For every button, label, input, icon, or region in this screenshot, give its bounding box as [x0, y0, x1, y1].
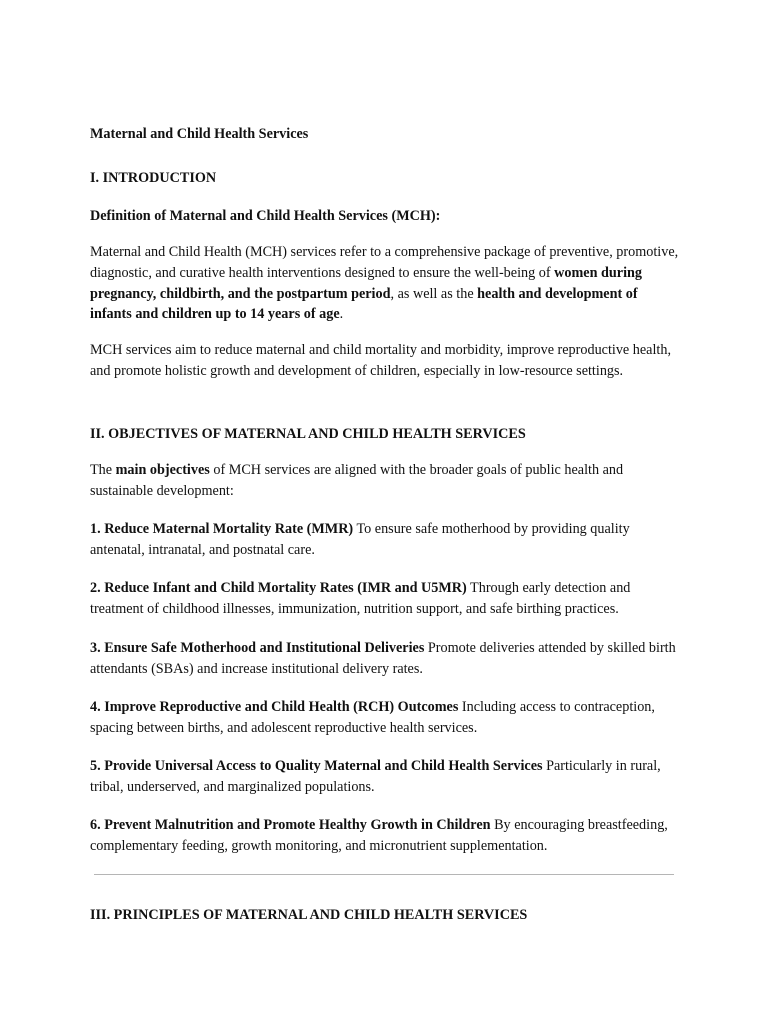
objective-item: [90, 697, 680, 739]
section-heading-introduction: I. INTRODUCTION: [90, 170, 217, 186]
objective-text: Through early detection and treatment of childhood illnesses, immunization, nutrition support, and safe birthing practices.: [90, 580, 631, 617]
objective-title: 3. Ensure Safe Motherhood and Institutional Deliveries: [90, 640, 425, 656]
definition-paragraph: [90, 242, 680, 325]
objective-item: [90, 578, 680, 620]
objective-item: [90, 815, 680, 857]
objective-text: Including access to contraception, spacing between births, and adolescent reproductive health services.: [90, 699, 655, 736]
definition-bold-1: women during pregnancy, childbirth, and the postpartum period: [90, 264, 643, 302]
definition-bold-2: health and development of infants and children up to 14 years of age: [90, 285, 638, 323]
objective-title: 2. Reduce Infant and Child Mortality Rates (IMR and U5MR): [90, 580, 467, 596]
objective-title: 6. Prevent Malnutrition and Promote Healthy Growth in Children: [90, 817, 491, 833]
document-title: Maternal and Child Health Services: [90, 126, 309, 142]
objective-text: Particularly in rural, tribal, underserved, and marginalized populations.: [90, 758, 661, 795]
objectives-intro-bold: main objectives: [115, 462, 210, 478]
objective-item: [90, 756, 680, 798]
objectives-intro-text-2: of MCH services are aligned with the broader goals of public health and sustainable development:: [90, 462, 624, 499]
objective-title: 4. Improve Reproductive and Child Health (RCH) Outcomes: [90, 699, 459, 715]
objective-text: Promote deliveries attended by skilled birth attendants (SBAs) and increase institutional delivery rates.: [90, 640, 676, 677]
objective-title: 1. Reduce Maternal Mortality Rate (MMR): [90, 521, 354, 537]
objective-text: By encouraging breastfeeding, complementary feeding, growth monitoring, and micronutrient supplementation.: [90, 817, 668, 854]
section-heading-principles: III. PRINCIPLES OF MATERNAL AND CHILD HEALTH SERVICES: [90, 907, 528, 923]
definition-text-1: Maternal and Child Health (MCH) services refer to a comprehensive package of preventive, promotive, diagnostic, and curative health interventions designed to ensure the well-being of: [90, 244, 679, 281]
definition-text-3: .: [339, 306, 344, 323]
aim-paragraph: MCH services aim to reduce maternal and child mortality and morbidity, improve reproductive health, and promote holistic growth and development of children, especially in low-resource settings.: [90, 342, 671, 379]
definition-text-2: , as well as the: [390, 285, 478, 302]
objective-text: To ensure safe motherhood by providing quality antenatal, intranatal, and postnatal care.: [90, 521, 630, 558]
definition-heading: Definition of Maternal and Child Health Services (MCH):: [90, 208, 441, 224]
objective-item: [90, 638, 680, 680]
objectives-intro: [90, 460, 680, 502]
objectives-intro-text-1: The: [90, 462, 116, 478]
objective-title: 5. Provide Universal Access to Quality Maternal and Child Health Services: [90, 758, 543, 774]
horizontal-divider: [94, 874, 674, 875]
section-heading-objectives: II. OBJECTIVES OF MATERNAL AND CHILD HEALTH SERVICES: [90, 426, 526, 442]
objective-item: [90, 519, 680, 561]
